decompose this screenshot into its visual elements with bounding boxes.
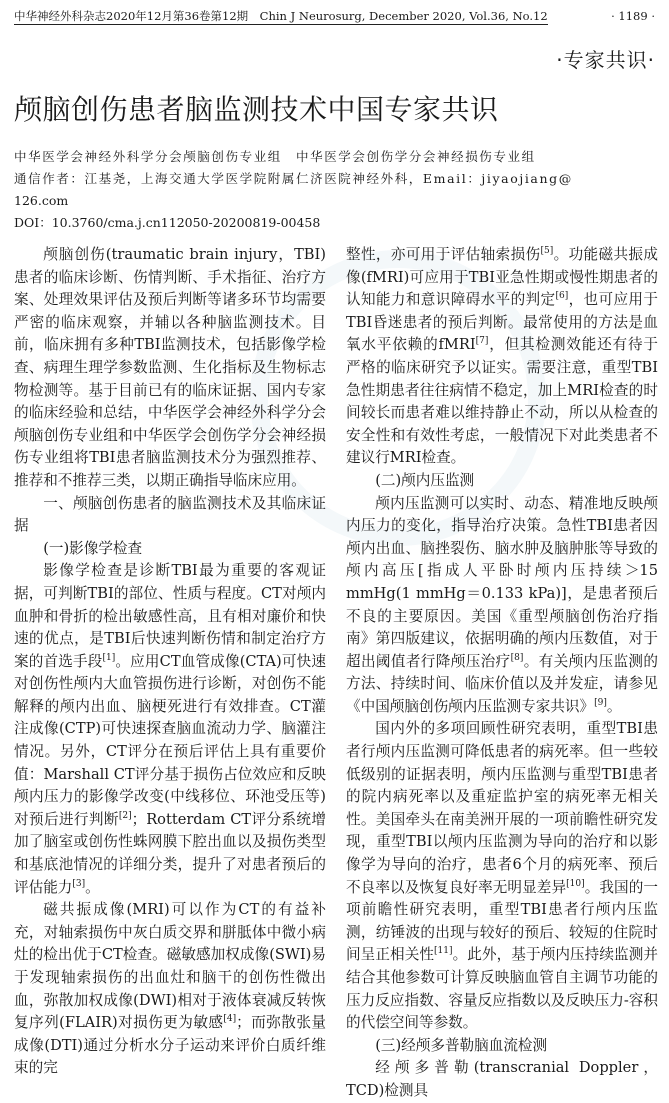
text-run: ，但其检测效能还有待于严格的临床研究予以证实。需要注意，重型TBI急性期患者往往病情不稳定，加上MRI检查的时间较长而患者难以维持静止不动，所以从检查的安全性和有效性考虑，一般情况下对此类患者不建议行MRI检查。 [346, 336, 658, 467]
text-run: 颅内压监测可以实时、动态、精准地反映颅内压力的变化，指导治疗决策。急性TBI患者因颅内出血、脑挫裂伤、脑水肿及脑肿胀等导致的颅内高压[指成人平卧时颅内压持续＞15 mmHg(1 mmHg＝0.133 kPa)]，是患者预后不良的主要原因。美国《重型颅脑创伤治疗指南》第四版建议，依据明确的颅内压数值，对于超出阈值者行降颅压治疗 [346, 494, 658, 670]
text-run: 。功能磁共振成像(fMRI)可应用于TBI亚急性期或慢性期患者的认知能力和意识障碍水平的判定 [346, 246, 658, 309]
paragraph [14, 244, 326, 493]
running-head: 中华神经外科杂志2020年12月第36卷第12期 Chin J Neurosurg, December 2020, Vol.36, No.12 [14, 9, 548, 23]
column-label: ·专家共识· [556, 48, 655, 72]
citation-ref: [7] [475, 336, 489, 347]
left-column [14, 244, 326, 1080]
citation-ref: [11] [434, 946, 453, 957]
paragraph [346, 244, 658, 470]
paragraph [346, 493, 658, 719]
text-run: 影像学检查是诊断TBI最为重要的客观证据，可判断TBI的部位、性质与程度。CT对颅内血肿和骨折的检出敏感性高，且有相对廉价和快速的优点，是TBI后快速判断伤情和制定治疗方案的首选手段 [14, 562, 326, 670]
citation-ref: [8] [510, 652, 524, 663]
subsection-heading [346, 470, 658, 493]
citation-ref: [3] [72, 878, 86, 889]
subsection-heading [14, 538, 326, 561]
text-run: 整性，亦可用于评估轴索损伤 [346, 246, 541, 263]
text-run: 一、颅脑创伤患者的脑监测技术及其临床证据 [14, 494, 326, 535]
text-run: 。 [85, 878, 100, 896]
citation-ref: [9] [594, 697, 607, 708]
text-run: 。我国的一项前瞻性研究表明，重型TBI患者行颅内压监测，纺锤波的出现与较好的预后、较短的住院时间呈正相关性 [346, 878, 658, 964]
article-title: 颅脑创伤患者脑监测技术中国专家共识 [14, 93, 499, 126]
paragraph [14, 560, 326, 899]
text-run: 。此外，基于颅内压持续监测并结合其他参数可计算反映脑血管自主调节功能的压力反应指数、容量反应指数以及反映压力-容积的代偿空间等参数。 [346, 946, 658, 1032]
doi: DOI：10.3760/cma.j.cn112050-20200819-00458 [14, 215, 321, 230]
text-run: 国内外的多项回顾性研究表明，重型TBI患者行颅内压监测可降低患者的病死率。但一些较低级别的证据表明，颅内压监测与重型TBI患者的院内病死率以及重症监护室的病死率无相关性。美国牵头在南美洲开展的一项前瞻性研究发现，重型TBI以颅内压监测为导向的治疗和以影像学为导向的治疗，患者6个月的病死率、预后不良率以及恢复良好率无明显差异 [346, 720, 658, 896]
correspondence-email-cont: 126.com [14, 193, 69, 208]
right-column [346, 244, 658, 1103]
citation-ref: [10] [566, 878, 585, 889]
paragraph [346, 1057, 658, 1102]
text-run: 。有关颅内压监测的方法、持续时间、临床价值以及并发症，请参见《中国颅脑创伤颅内压监测专家共识》 [346, 652, 658, 715]
text-run: (三)经颅多普勒脑血流检测 [375, 1036, 548, 1054]
text-run: 。应用CT血管成像(CTA)可快速对创伤性颅内大血管损伤进行诊断，对创伤不能解释的颅内出血、脑梗死进行有效排查。CT灌注成像(CTP)可快速探查脑血流动力学、脑灌注情况。另外，CT评分在预后评估上具有重要价值：Marshall CT评分基于损伤占位效应和反映颅内压力的影像学改变(中线移位、环池受压等)对预后进行判断 [14, 652, 326, 828]
citation-ref: [5] [540, 246, 554, 256]
section-heading [14, 493, 326, 538]
citation-ref: [4] [223, 1014, 237, 1025]
text-run: (二)颅内压监测 [375, 471, 475, 489]
citation-ref: [6] [555, 291, 569, 302]
text-run: ；Rotterdam CT评分系统增加了脑室或创伤性蛛网膜下腔出血以及损伤类型和基底池情况的详细分类，提升了对患者预后的评估能力 [14, 810, 326, 896]
text-run: 颅脑创伤(traumatic brain injury，TBI)患者的临床诊断、伤情判断、手术指征、治疗方案、处理效果评估及预后判断等诸多环节均需要严密的临床观察，并辅以各种脑监测技术。目前，临床拥有多种TBI监测技术，包括影像学检查、病理生理学参数监测、生化指标及生物标志物检测等。基于目前已有的临床证据、国内专家的临床经验和总结，中华医学会神经外科学分会颅脑创伤专业组和中华医学会创伤学分会神经损伤专业组将TBI患者脑监测技术分为强烈推荐、推荐和不推荐三类，以期正确指导临床应用。 [14, 246, 326, 489]
authors: 中华医学会神经外科学分会颅脑创伤专业组 中华医学会创伤学分会神经损伤专业组 [14, 149, 536, 164]
text-run: (一)影像学检查 [43, 539, 143, 557]
text-run: ，也可应用于TBI昏迷患者的预后判断。最常使用的方法是血氧水平依赖的fMRI [346, 291, 658, 354]
text-run: 。 [606, 697, 622, 715]
subsection-heading [346, 1035, 658, 1058]
paragraph [14, 899, 326, 1080]
citation-ref: [2] [118, 810, 132, 821]
text-run: ；而弥散张量成像(DTI)通过分析水分子运动来评价白质纤维束的完 [14, 1014, 326, 1077]
paragraph [346, 718, 658, 1034]
text-run: 经颅多普勒(transcranial Doppler，TCD)检测具 [346, 1059, 658, 1099]
correspondence: 通信作者：江基尧，上海交通大学医学院附属仁济医院神经外科，Email：jiyaojiang@ [14, 171, 573, 186]
citation-ref: [1] [102, 652, 116, 663]
text-run: 磁共振成像(MRI)可以作为CT的有益补充，对轴索损伤中灰白质交界和胼胝体中微小病灶的检出优于CT检查。磁敏感加权成像(SWI)易于发现轴索损伤的出血灶和脑干的创伤性微出血，弥散加权成像(DWI)相对于液体衰减反转恢复序列(FLAIR)对损伤更为敏感 [14, 901, 326, 1032]
page-number: · 1189 · [611, 9, 655, 23]
author-block [14, 146, 654, 234]
